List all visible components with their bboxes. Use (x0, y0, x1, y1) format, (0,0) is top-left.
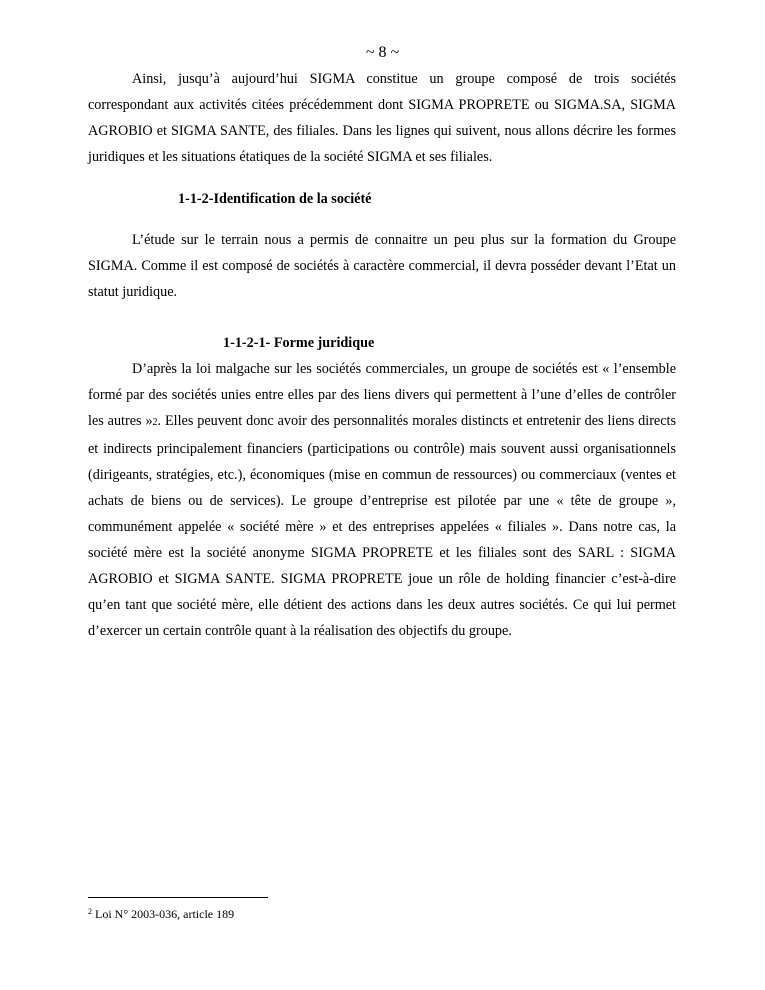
paragraph-forme-juridique (88, 356, 676, 644)
paragraph-intro: Ainsi, jusqu’à aujourd’hui SIGMA constitue un groupe composé de trois sociétés correspondant aux activités citées précédemment dont SIGMA PROPRETE ou SIGMA.SA, SIGMA AGROBIO et SIGMA SANTE, des filiales. Dans les lignes qui suivent, nous allons décrire les formes juridiques et les situations étatiques de la société SIGMA et ses filiales. (88, 71, 676, 165)
section-heading-identification: 1-1-2-Identification de la société (178, 191, 372, 207)
subsection-heading-forme-juridique: 1-1-2-1- Forme juridique (223, 335, 375, 351)
paragraph-text-part1: D’après la loi malgache sur les sociétés commerciales, un groupe de sociétés est « l’ensemble formé par des sociétés unies entre elles par des liens divers qui permettent à l’une d’elles de contrôler les autres » (88, 361, 676, 429)
paragraph-field-study: L’étude sur le terrain nous a permis de connaitre un peu plus sur la formation du Groupe SIGMA. Comme il est composé de sociétés à caractère commercial, il devra posséder devant l’Etat un statut juridique. (88, 232, 676, 300)
footnote-text: Loi N° 2003-036, article 189 (92, 907, 235, 921)
page-number: ~ 8 ~ (365, 44, 400, 61)
footnote-reference: 2 (152, 417, 158, 428)
paragraph-text-part2: . Elles peuvent donc avoir des personnalités morales distincts et entretenir des liens directs et indirects principalement financiers (participations ou contrôle) mais souvent aussi organisationnels (dirigeants, stratégies, etc.), économiques (mise en commun de ressources) ou commerciaux (ventes et achats de biens ou de services). Le groupe d’entreprise est pilotée par une « tête de groupe », communément appelée « société mère » et des entreprises appelées « filiales ». Dans notre cas, la société mère est la société anonyme SIGMA PROPRETE et les filiales sont des SARL : SIGMA AGROBIO et SIGMA SANTE. SIGMA PROPRETE joue un rôle de holding financier c’est-à-dire qu’en tant que société mère, elle détient des actions dans les deux autres sociétés. Ce qui lui permet d’exercer un certain contrôle quant à la réalisation des objectifs du groupe. (88, 413, 676, 639)
footnote (88, 904, 234, 922)
footnote-number: 2 (88, 907, 92, 916)
footnote-divider (88, 897, 268, 898)
